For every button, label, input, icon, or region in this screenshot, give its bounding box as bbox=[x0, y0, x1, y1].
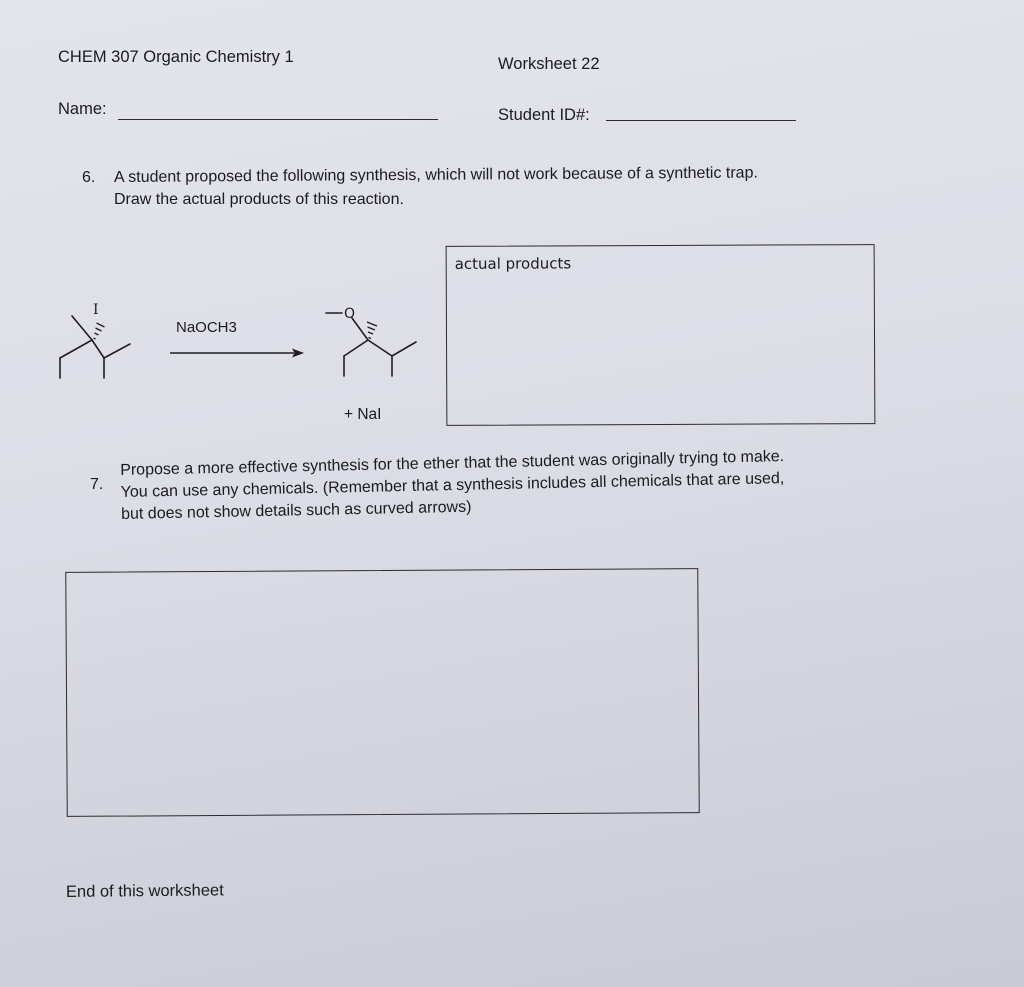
question-7-text-line3: but does not show details such as curved arrows) bbox=[120, 498, 472, 523]
name-label: Name: bbox=[58, 100, 107, 118]
question-6-text-line1: A student proposed the following synthesis, which will not work because of a synthetic trap. bbox=[113, 164, 758, 186]
question-7-number: 7. bbox=[90, 476, 104, 493]
product-structure bbox=[318, 300, 428, 382]
reaction-arrow bbox=[170, 346, 304, 360]
actual-products-answer-box[interactable] bbox=[446, 244, 876, 426]
student-id-label: Student ID#: bbox=[498, 106, 590, 124]
reactant-atom-label: I bbox=[93, 302, 99, 318]
question-7-text-line2: You can use any chemicals. (Remember that a synthesis includes all chemicals that are used, bbox=[120, 470, 785, 501]
byproduct-label: + NaI bbox=[344, 406, 382, 423]
student-id-field[interactable] bbox=[606, 120, 796, 121]
product-atom-label: O bbox=[344, 306, 356, 322]
name-field[interactable] bbox=[118, 119, 438, 120]
actual-products-label: actual products bbox=[454, 254, 572, 273]
reagent-label: NaOCH3 bbox=[176, 319, 237, 336]
question-7-text bbox=[120, 446, 785, 526]
reactant-structure bbox=[52, 300, 142, 382]
course-title: CHEM 307 Organic Chemistry 1 bbox=[58, 48, 294, 66]
question-6-text-line2: Draw the actual products of this reaction. bbox=[114, 191, 404, 208]
question-7-text-line1: Propose a more effective synthesis for the ether that the student was originally trying to make. bbox=[120, 448, 785, 479]
question-6-number: 6. bbox=[82, 169, 96, 186]
worksheet-title: Worksheet 22 bbox=[498, 55, 600, 73]
synthesis-answer-box[interactable] bbox=[65, 568, 699, 817]
end-of-worksheet-text: End of this worksheet bbox=[65, 881, 224, 901]
